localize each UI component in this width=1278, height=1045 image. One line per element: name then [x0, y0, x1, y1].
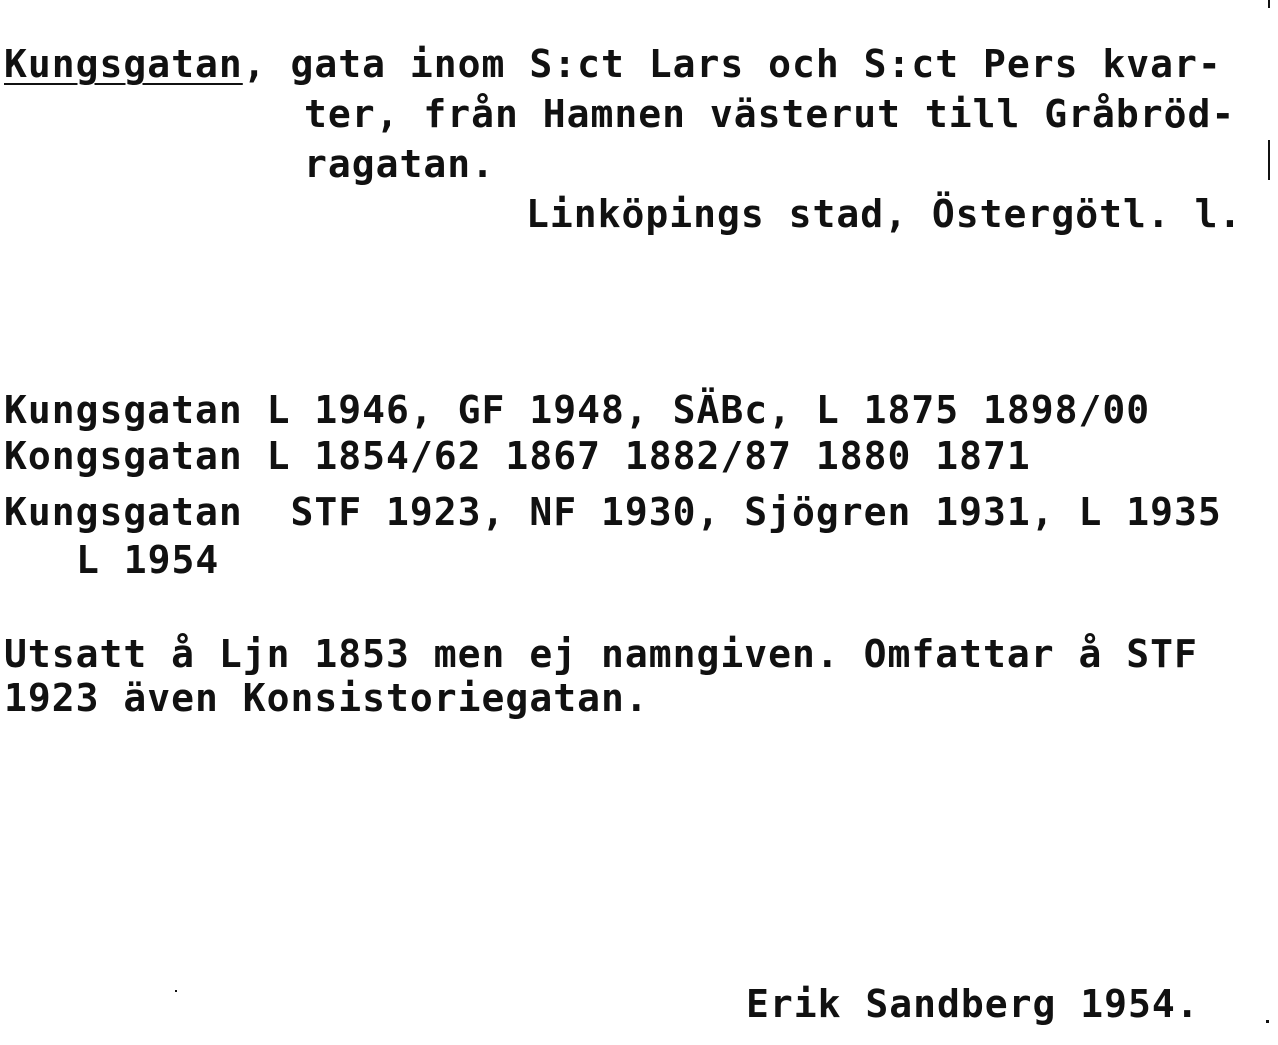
- definition-line-3: ragatan.: [304, 142, 496, 186]
- reference-line-1: Kungsgatan L 1946, GF 1948, SÄBc, L 1875 1898/00: [4, 388, 1151, 432]
- paper-speck: [1268, 140, 1270, 180]
- reference-line-2: Kongsgatan L 1854/62 1867 1882/87 1880 1871: [4, 434, 1031, 478]
- note-line-1: Utsatt å Ljn 1853 men ej namngiven. Omfattar å STF: [4, 632, 1198, 676]
- paper-speck: [175, 990, 177, 992]
- signature: Erik Sandberg 1954.: [746, 982, 1200, 1026]
- entry-heading-line: [4, 42, 1222, 86]
- paper-speck: [1268, 0, 1270, 8]
- reference-line-4: L 1954: [76, 538, 220, 582]
- definition-line-2: ter, från Hamnen västerut till Gråbröd-: [304, 92, 1236, 136]
- definition-line-1: , gata inom S:ct Lars och S:ct Pers kvar-: [242, 42, 1222, 86]
- location-line: Linköpings stad, Östergötl. l.: [526, 192, 1243, 236]
- reference-line-3: Kungsgatan STF 1923, NF 1930, Sjögren 1931, L 1935: [4, 490, 1222, 534]
- headword: Kungsgatan: [4, 42, 243, 86]
- note-line-2: 1923 även Konsistoriegatan.: [4, 676, 649, 720]
- paper-speck: [1266, 1020, 1269, 1023]
